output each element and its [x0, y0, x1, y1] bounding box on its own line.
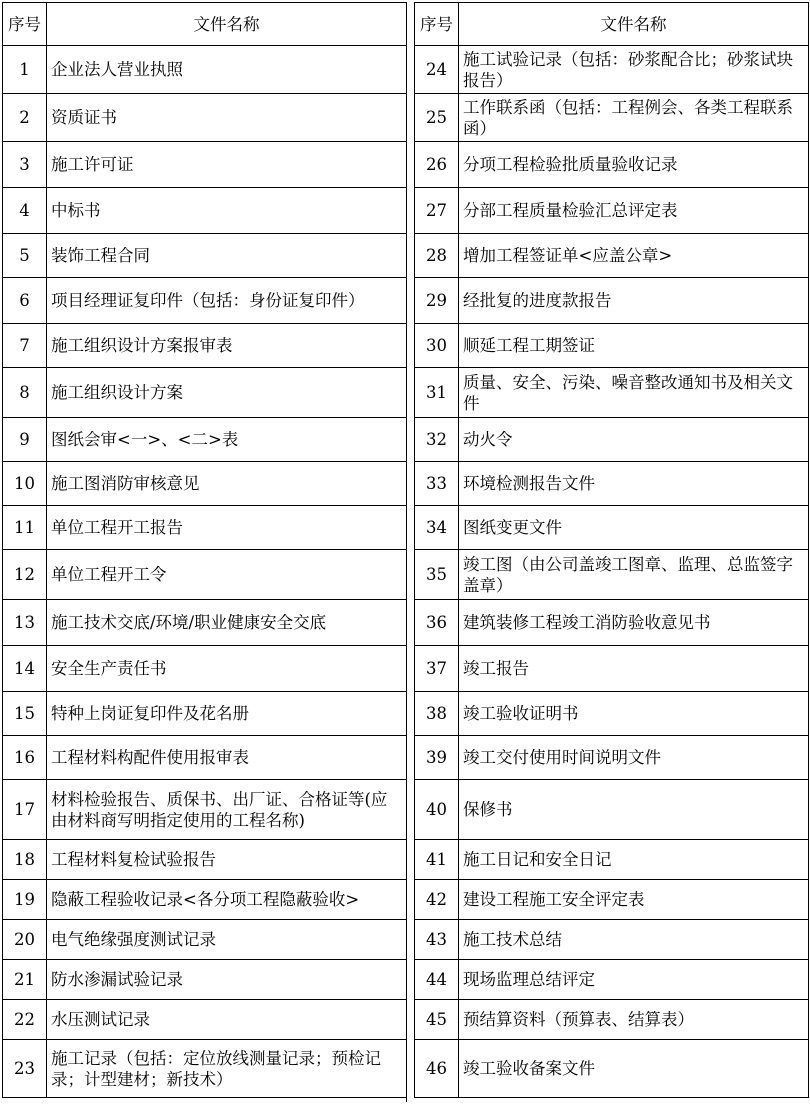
file-name: 工作联系函（包括：工程例会、各类工程联系函）: [459, 94, 809, 142]
table-row: [415, 600, 809, 646]
row-number: 3: [3, 142, 47, 188]
row-number: 16: [3, 736, 47, 780]
file-name: 安全生产责任书: [47, 646, 407, 692]
table-row: [3, 234, 407, 278]
row-number: 33: [415, 462, 459, 506]
file-name: 建设工程施工安全评定表: [459, 880, 809, 920]
file-name: 竣工图（由公司盖竣工图章、监理、总监签字盖章）: [459, 550, 809, 600]
row-number: 36: [415, 600, 459, 646]
left-table-body: [3, 46, 407, 1098]
file-name: 竣工报告: [459, 646, 809, 692]
row-number: 4: [3, 188, 47, 234]
row-number: 24: [415, 46, 459, 94]
file-name: 图纸会审<一>、<二>表: [47, 418, 407, 462]
header-name: 文件名称: [47, 3, 407, 46]
file-name: 动火令: [459, 418, 809, 462]
file-name: 施工许可证: [47, 142, 407, 188]
file-name: 顺延工程工期签证: [459, 324, 809, 368]
table-row: [415, 418, 809, 462]
table-row: [415, 506, 809, 550]
table-row: [3, 94, 407, 142]
table-row: [415, 324, 809, 368]
table-row: [415, 234, 809, 278]
table-row: [3, 880, 407, 920]
file-name: 企业法人营业执照: [47, 46, 407, 94]
file-name: 材料检验报告、质保书、出厂证、合格证等(应由材料商写明指定使用的工程名称): [47, 780, 407, 840]
table-row: [415, 368, 809, 418]
row-number: 20: [3, 920, 47, 960]
table-row: [415, 278, 809, 324]
table-row: [415, 880, 809, 920]
table-row: [415, 188, 809, 234]
file-name: 单位工程开工报告: [47, 506, 407, 550]
table-row: [3, 46, 407, 94]
table-row: [3, 188, 407, 234]
row-number: 9: [3, 418, 47, 462]
file-name: 预结算资料（预算表、结算表）: [459, 1000, 809, 1040]
table-row: [415, 960, 809, 1000]
table-row: [3, 646, 407, 692]
row-number: 15: [3, 692, 47, 736]
file-name: 施工日记和安全日记: [459, 840, 809, 880]
row-number: 8: [3, 368, 47, 418]
file-name: 施工组织设计方案: [47, 368, 407, 418]
file-name: 水压测试记录: [47, 1000, 407, 1040]
header-num: 序号: [415, 3, 459, 46]
file-name: 施工组织设计方案报审表: [47, 324, 407, 368]
table-row: [415, 1000, 809, 1040]
table-row: [415, 550, 809, 600]
table-row: [3, 1000, 407, 1040]
file-name: 中标书: [47, 188, 407, 234]
file-name: 保修书: [459, 780, 809, 840]
right-table-body: [415, 46, 809, 1098]
row-number: 30: [415, 324, 459, 368]
row-number: 40: [415, 780, 459, 840]
row-number: 21: [3, 960, 47, 1000]
row-number: 18: [3, 840, 47, 880]
file-name: 分部工程质量检验汇总评定表: [459, 188, 809, 234]
table-row: [415, 1040, 809, 1098]
file-name: 隐蔽工程验收记录<各分项工程隐蔽验收>: [47, 880, 407, 920]
row-number: 45: [415, 1000, 459, 1040]
file-name: 竣工验收备案文件: [459, 1040, 809, 1098]
row-number: 22: [3, 1000, 47, 1040]
file-list-table-left: [2, 2, 407, 1098]
row-number: 46: [415, 1040, 459, 1098]
row-number: 13: [3, 600, 47, 646]
file-name: 电气绝缘强度测试记录: [47, 920, 407, 960]
table-row: [415, 692, 809, 736]
file-name: 经批复的进度款报告: [459, 278, 809, 324]
row-number: 34: [415, 506, 459, 550]
file-list-table-right: [414, 2, 809, 1098]
table-row: [3, 418, 407, 462]
row-number: 2: [3, 94, 47, 142]
table-row: [415, 780, 809, 840]
file-name: 单位工程开工令: [47, 550, 407, 600]
file-name: 现场监理总结评定: [459, 960, 809, 1000]
file-name: 工程材料复检试验报告: [47, 840, 407, 880]
row-number: 35: [415, 550, 459, 600]
table-row: [3, 368, 407, 418]
file-name: 资质证书: [47, 94, 407, 142]
row-number: 10: [3, 462, 47, 506]
file-name: 施工技术总结: [459, 920, 809, 960]
row-number: 38: [415, 692, 459, 736]
table-row: [3, 736, 407, 780]
row-number: 26: [415, 142, 459, 188]
table-row: [3, 840, 407, 880]
row-number: 37: [415, 646, 459, 692]
file-name: 图纸变更文件: [459, 506, 809, 550]
row-number: 41: [415, 840, 459, 880]
file-name: 装饰工程合同: [47, 234, 407, 278]
row-number: 29: [415, 278, 459, 324]
table-row: [3, 462, 407, 506]
table-row: [3, 960, 407, 1000]
header-row: [3, 3, 407, 46]
row-number: 43: [415, 920, 459, 960]
file-name: 防水渗漏试验记录: [47, 960, 407, 1000]
row-number: 1: [3, 46, 47, 94]
table-row: [3, 506, 407, 550]
row-number: 28: [415, 234, 459, 278]
table-row: [415, 646, 809, 692]
file-name: 分项工程检验批质量验收记录: [459, 142, 809, 188]
file-name: 竣工交付使用时间说明文件: [459, 736, 809, 780]
table-row: [415, 46, 809, 94]
file-name: 环境检测报告文件: [459, 462, 809, 506]
file-name: 质量、安全、污染、噪音整改通知书及相关文件: [459, 368, 809, 418]
file-name: 特种上岗证复印件及花名册: [47, 692, 407, 736]
file-name: 施工记录（包括：定位放线测量记录；预检记录；计型建材；新技术）: [47, 1040, 407, 1098]
table-row: [415, 462, 809, 506]
file-name: 工程材料构配件使用报审表: [47, 736, 407, 780]
table-row: [415, 94, 809, 142]
row-number: 17: [3, 780, 47, 840]
table-row: [415, 920, 809, 960]
row-number: 44: [415, 960, 459, 1000]
table-row: [3, 600, 407, 646]
row-number: 23: [3, 1040, 47, 1098]
table-divider: [406, 2, 414, 1102]
table-row: [415, 142, 809, 188]
file-name: 建筑装修工程竣工消防验收意见书: [459, 600, 809, 646]
row-number: 42: [415, 880, 459, 920]
table-row: [415, 840, 809, 880]
table-row: [3, 920, 407, 960]
row-number: 32: [415, 418, 459, 462]
row-number: 11: [3, 506, 47, 550]
row-number: 19: [3, 880, 47, 920]
row-number: 27: [415, 188, 459, 234]
table-row: [415, 736, 809, 780]
file-name: 施工技术交底/环境/职业健康安全交底: [47, 600, 407, 646]
file-name: 增加工程签证单<应盖公章>: [459, 234, 809, 278]
table-row: [3, 1040, 407, 1098]
row-number: 25: [415, 94, 459, 142]
file-name: 施工试验记录（包括：砂浆配合比；砂浆试块报告）: [459, 46, 809, 94]
table-row: [3, 142, 407, 188]
table-row: [3, 550, 407, 600]
table-row: [3, 324, 407, 368]
row-number: 12: [3, 550, 47, 600]
file-name: 竣工验收证明书: [459, 692, 809, 736]
row-number: 5: [3, 234, 47, 278]
header-row: [415, 3, 809, 46]
row-number: 39: [415, 736, 459, 780]
file-name: 施工图消防审核意见: [47, 462, 407, 506]
table-row: [3, 692, 407, 736]
header-name: 文件名称: [459, 3, 809, 46]
table-row: [3, 780, 407, 840]
header-num: 序号: [3, 3, 47, 46]
row-number: 6: [3, 278, 47, 324]
file-name: 项目经理证复印件（包括：身份证复印件）: [47, 278, 407, 324]
table-row: [3, 278, 407, 324]
row-number: 7: [3, 324, 47, 368]
row-number: 31: [415, 368, 459, 418]
row-number: 14: [3, 646, 47, 692]
